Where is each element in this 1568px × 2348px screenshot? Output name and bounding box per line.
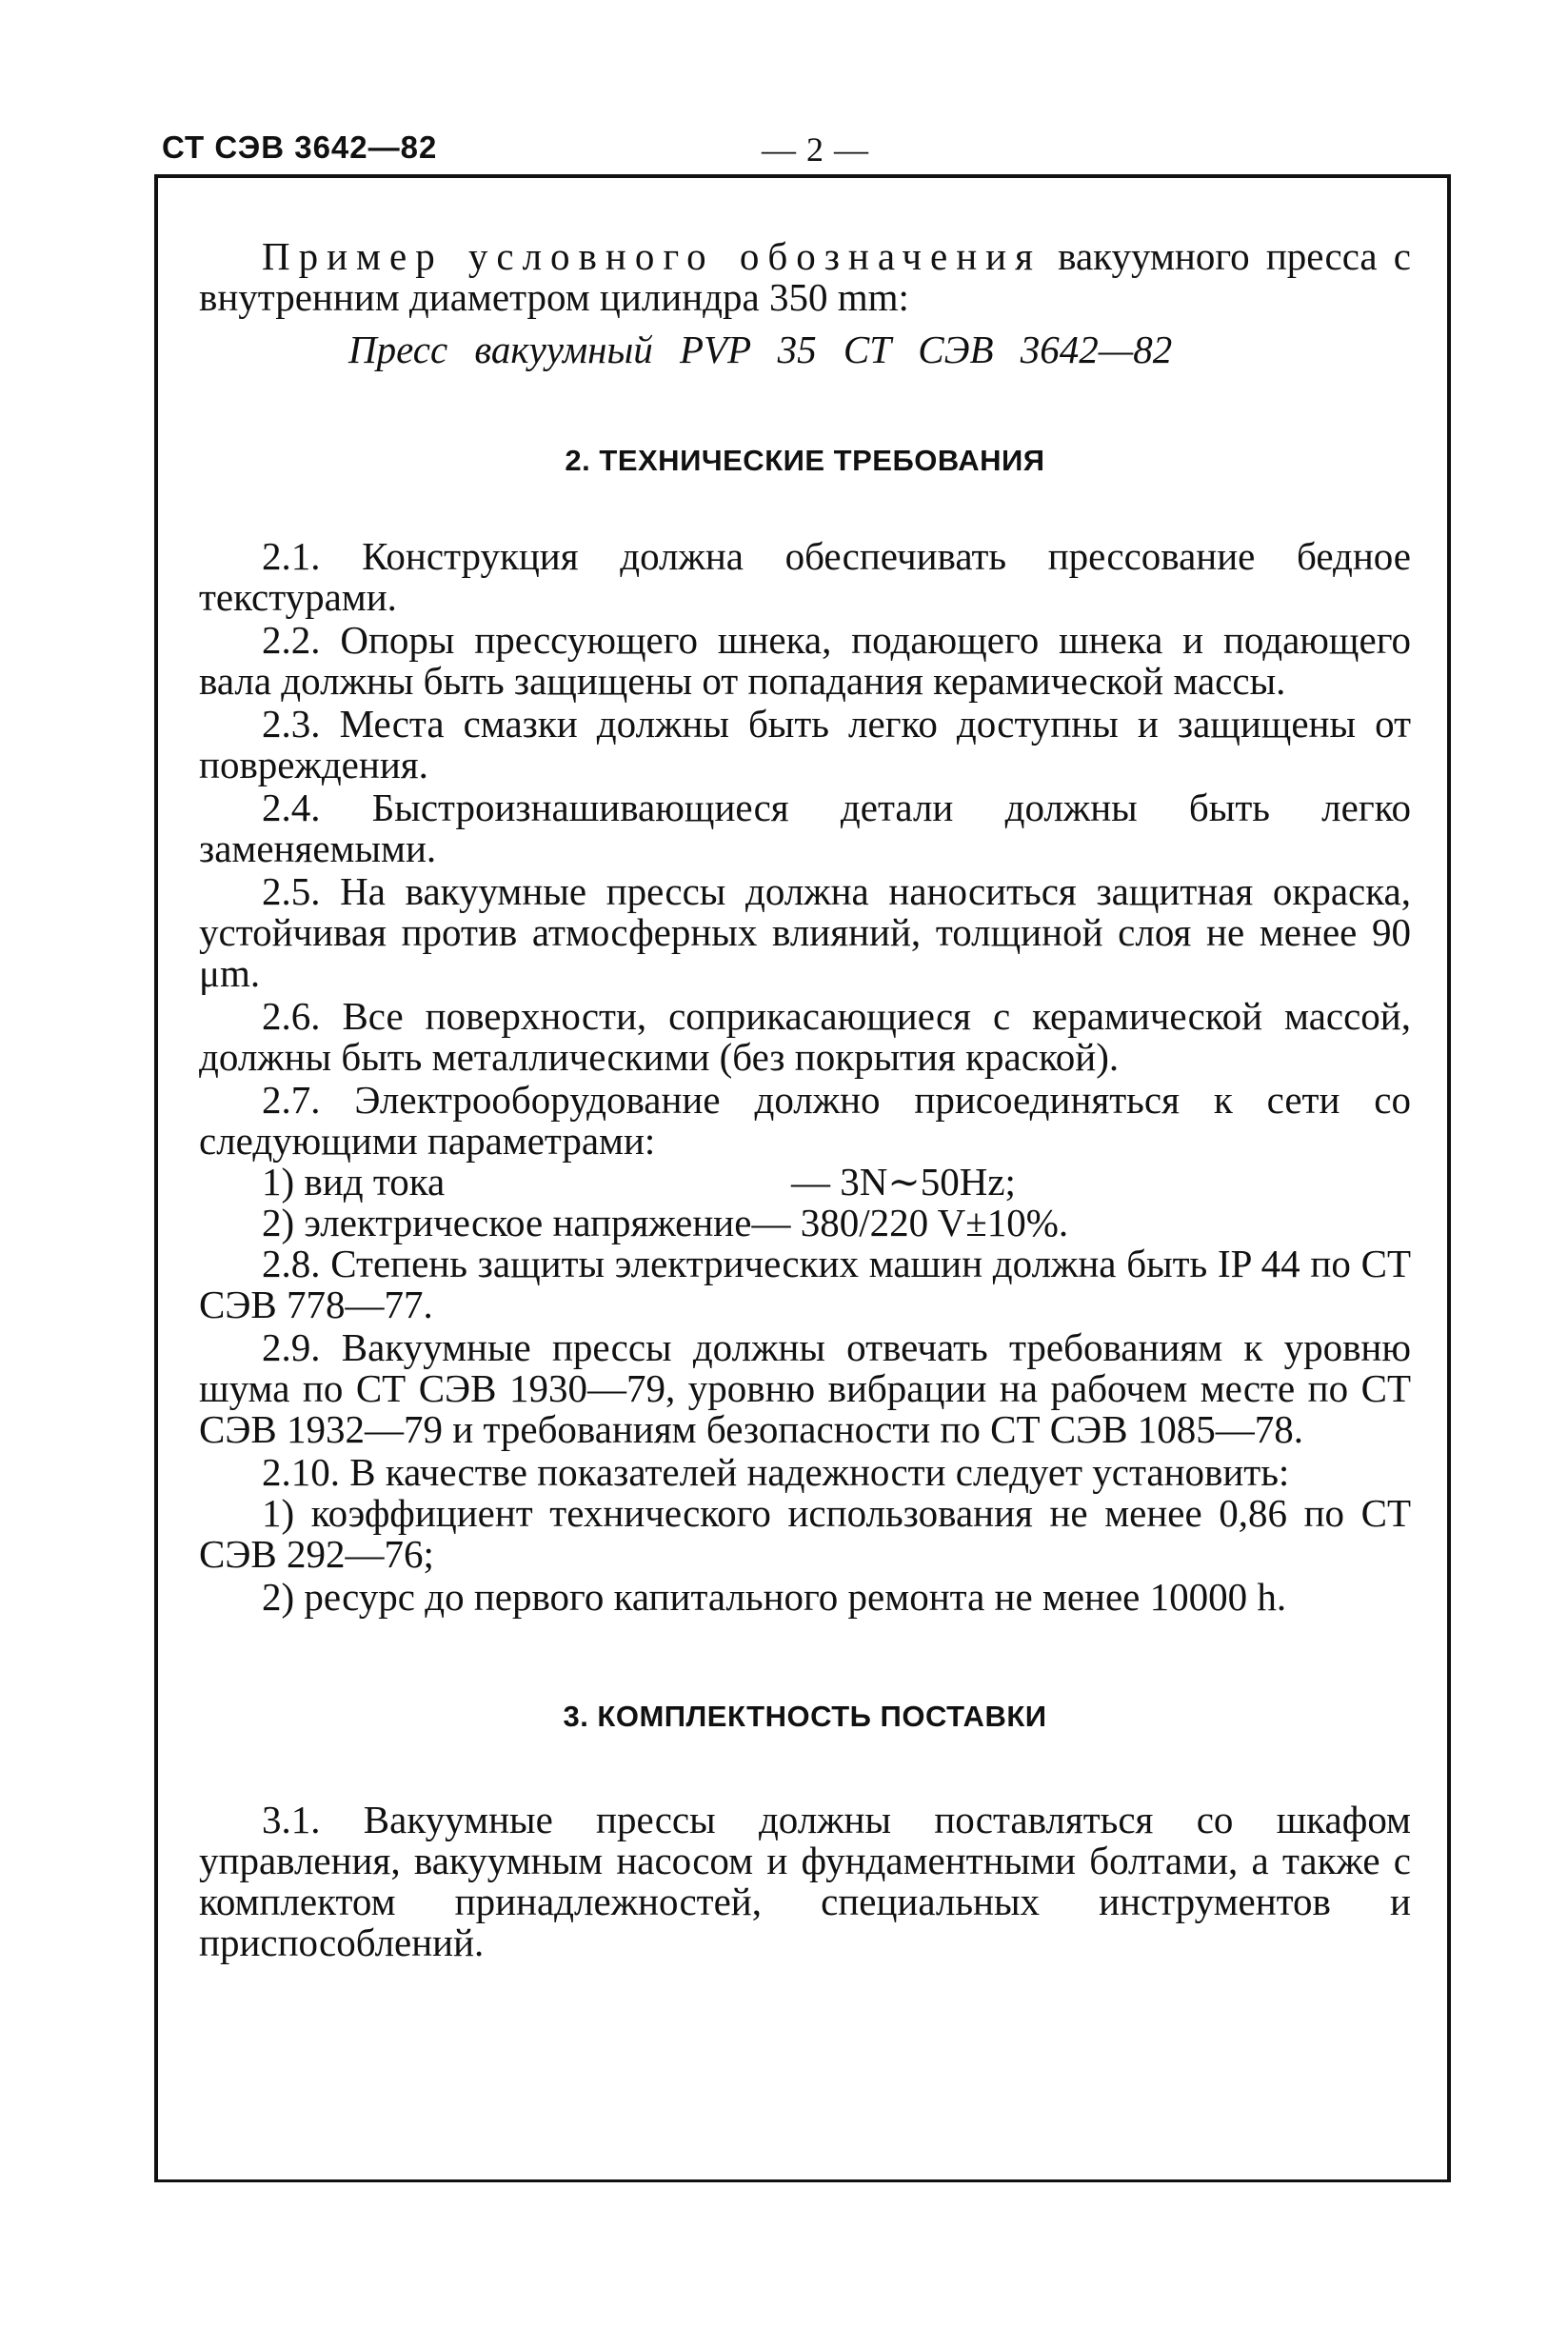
designation-example-text: вакуумного пресса с внутренним диаметром цилиндра 350 mm: xyxy=(199,234,1412,319)
parameter-current-type xyxy=(199,1162,1411,1203)
clause-2-10-item-2: 2) ресурс до первого капитального ремонта не менее 10000 h. xyxy=(262,1575,1287,1619)
clause-2-5: 2.5. На вакуумные прессы должна наноситься защитная окраска, устойчивая против атмосферных влияний, толщиной слоя не менее 90 μm. xyxy=(199,869,1411,995)
clause-2-7: 2.7. Электрооборудование должно присоединяться к сети со следующими параметрами: xyxy=(199,1078,1411,1163)
parameter-value: — 3N∼50Hz; xyxy=(791,1160,1016,1204)
parameter-name: 2) электрическое напряжение xyxy=(262,1201,752,1244)
clause-2-10: 2.10. В качестве показателей надежности следует установить: xyxy=(262,1450,1290,1494)
clause-2-2: 2.2. Опоры прессующего шнека, подающего шнека и подающего вала должны быть защищены от попадания керамической массы. xyxy=(199,618,1411,703)
section-3-heading: 3. КОМПЛЕКТНОСТЬ ПОСТАВКИ xyxy=(563,1700,1047,1733)
section-2-heading: 2. ТЕХНИЧЕСКИЕ ТРЕБОВАНИЯ xyxy=(565,444,1045,477)
clause-3-1: 3.1. Вакуумные прессы должны поставляться со шкафом управления, вакуумным насосом и фундаментными болтами, а также с комплектом принадлежностей, специальных инструментов и приспособлений. xyxy=(199,1798,1411,1964)
parameter-value: — 380/220 V±10%. xyxy=(751,1201,1069,1244)
clause-2-10-item-1: 1) коэффициент технического использования не менее 0,86 по СТ СЭВ 292—76; xyxy=(199,1491,1411,1576)
document-body xyxy=(199,236,1411,1963)
parameter-voltage xyxy=(199,1203,1411,1244)
clause-2-6: 2.6. Все поверхности, соприкасающиеся с керамической массой, должны быть металлическими (без покрытия краской). xyxy=(199,994,1411,1079)
clause-2-8: 2.8. Степень защиты электрических машин должна быть IP 44 по СТ СЭВ 778—77. xyxy=(199,1242,1411,1326)
clause-2-1: 2.1. Конструкция должна обеспечивать прессование бедное текстурами. xyxy=(199,534,1411,619)
designation-example-paragraph xyxy=(199,236,1411,318)
page-number: — 2 — xyxy=(762,130,869,169)
clause-2-9: 2.9. Вакуумные прессы должны отвечать требованиям к уровню шума по СТ СЭВ 1930—79, уровню вибрации на рабочем месте по СТ СЭВ 1932—79 и требованиям безопасности по СТ СЭВ 1085—78. xyxy=(199,1325,1411,1451)
clause-2-3: 2.3. Места смазки должны быть легко доступны и защищены от повреждения. xyxy=(199,702,1411,786)
designation-example-lead: Пример условного обозначения xyxy=(262,234,1042,278)
parameter-name: 1) вид тока xyxy=(262,1160,446,1204)
designation-example: Пресс вакуумный PVP 35 СТ СЭВ 3642—82 xyxy=(348,328,1173,371)
document-code: СТ СЭВ 3642—82 xyxy=(162,129,438,165)
clause-2-4: 2.4. Быстроизнашивающиеся детали должны быть легко заменяемыми. xyxy=(199,786,1411,870)
